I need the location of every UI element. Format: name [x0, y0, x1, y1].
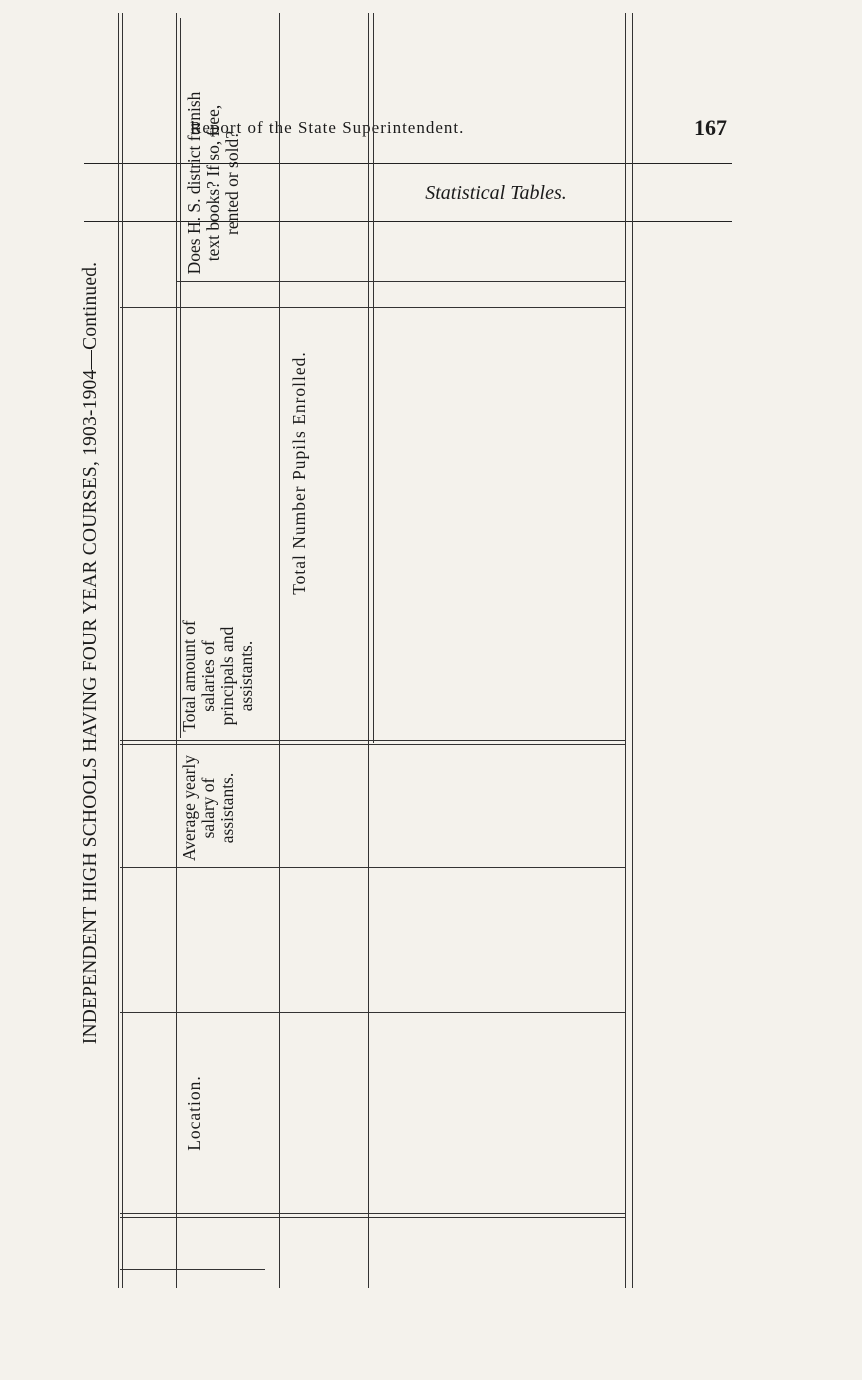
row-rule-head-5: [176, 281, 625, 282]
section-title: Statistical Tables.: [425, 182, 567, 204]
col-rule-3b: [373, 13, 374, 743]
row-rule-head-6: [120, 307, 625, 308]
row-rule-head-3: [120, 744, 625, 745]
header-total-salaries: Total amount of salaries of principals and assistants.: [179, 620, 256, 732]
header-enrolled-group: [290, 348, 309, 598]
header-textbooks: Does H. S. district furnish text books? If so, free, rented or sold?: [184, 91, 242, 275]
table-top-rule-2: [122, 13, 123, 1288]
table-bottom-rule: [632, 13, 633, 1288]
col-rule-2: [279, 13, 280, 1288]
table-title: INDEPENDENT HIGH SCHOOLS HAVING FOUR YEAR COURSES, 1903-1904—Continued.: [80, 261, 101, 1045]
row-rule-totals-2: [120, 1217, 625, 1218]
row-rule-head-1: [120, 1012, 625, 1013]
header-location: [185, 1018, 204, 1208]
header-location-label: Location.: [184, 1075, 204, 1151]
table-top-rule: [118, 13, 119, 1288]
page-number: 167: [694, 115, 727, 140]
rotated-table: [80, 0, 620, 1318]
row-rule-totals-3: [120, 1213, 625, 1214]
header-enrolled-label: Total Number Pupils Enrolled.: [289, 351, 309, 595]
col-rule-3: [368, 13, 369, 1288]
header-avg-salary: Average yearly salary of assistants.: [179, 754, 237, 862]
col-rule-1: [176, 13, 177, 1288]
row-rule-totals: [120, 1269, 265, 1270]
col-rule-last: [625, 13, 626, 1288]
running-title: Report of the State Superintendent.: [190, 118, 465, 137]
